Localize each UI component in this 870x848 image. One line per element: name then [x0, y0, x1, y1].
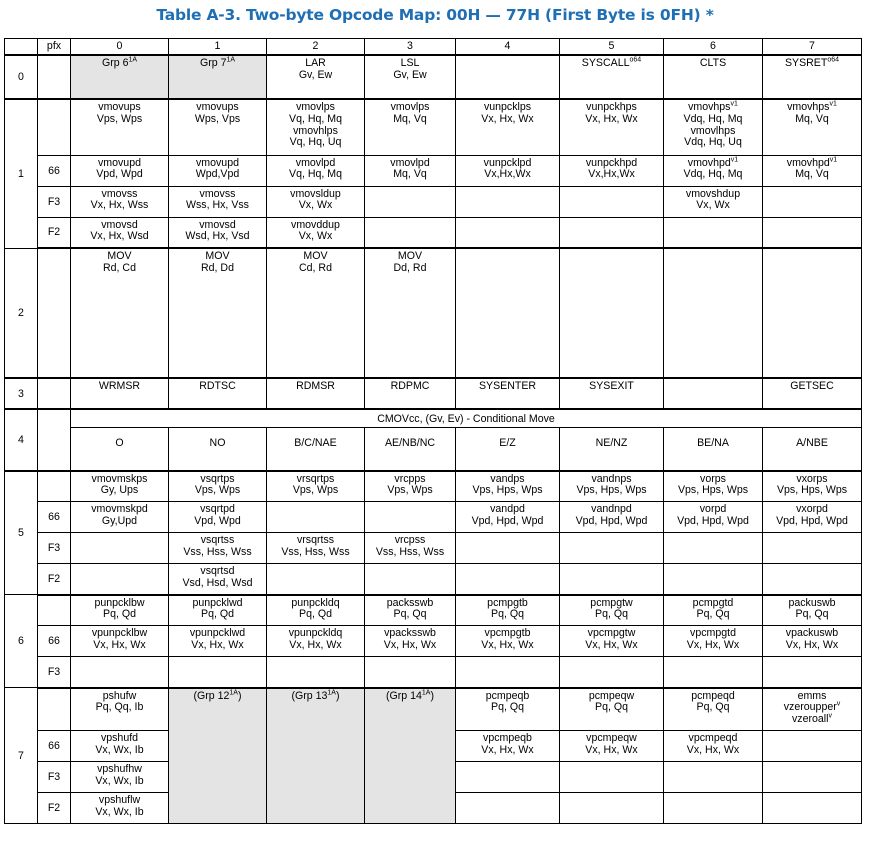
opcode-cell [664, 657, 763, 688]
opcode-row-6-66 [5, 626, 862, 657]
opcode-cell: vmovhpd$^{v1}$ Mq, Vq [763, 155, 862, 186]
opcode-cell: vpshuflw Vx, Wx, Ib [71, 793, 169, 824]
pfx-cell [38, 248, 71, 378]
opcode-cell: pcmpeqw Pq, Qq [560, 688, 664, 731]
opcode-cell [763, 731, 862, 762]
corner-cell [5, 39, 38, 56]
row-label: 5 [5, 471, 38, 595]
opcode-cell [456, 564, 560, 595]
opcode-cell: B/C/NAE [267, 428, 365, 471]
opcode-cell [664, 793, 763, 824]
opcode-cell: vrcpss Vss, Hss, Wss [365, 533, 456, 564]
opcode-cell [560, 564, 664, 595]
opcode-row-4 [5, 428, 862, 471]
opcode-cell [456, 657, 560, 688]
opcode-cell [664, 762, 763, 793]
opcode-cell: vpackuswb Vx, Hx, Wx [763, 626, 862, 657]
opcode-cell [763, 793, 862, 824]
opcode-row-3 [5, 378, 862, 409]
opcode-cell [267, 657, 365, 688]
opcode-cell: vmovss Vx, Hx, Wss [71, 186, 169, 217]
opcode-cell: vpunpcklwd Vx, Hx, Wx [169, 626, 267, 657]
opcode-cell: punpcklwd Pq, Qd [169, 595, 267, 626]
opcode-cell: vpcmpgtw Vx, Hx, Wx [560, 626, 664, 657]
opcode-cell: pcmpgtd Pq, Qq [664, 595, 763, 626]
opcode-cell: vmovmskps Gy, Ups [71, 471, 169, 502]
opcode-cell: vmovlps Vq, Hq, Mq vmovhlps Vq, Hq, Uq [267, 99, 365, 155]
opcode-cell: AE/NB/NC [365, 428, 456, 471]
opcode-cell: vunpcklps Vx, Hx, Wx [456, 99, 560, 155]
cmov-heading: CMOVcc, (Gv, Ev) - Conditional Move [71, 409, 862, 428]
opcode-cell: RDMSR [267, 378, 365, 409]
opcode-row-6-f3 [5, 657, 862, 688]
pfx-cell: F2 [38, 564, 71, 595]
row-label: 1 [5, 99, 38, 248]
pfx-cell [38, 409, 71, 471]
opcode-cell [456, 533, 560, 564]
opcode-cell [560, 533, 664, 564]
opcode-cell [267, 564, 365, 595]
opcode-cell: Grp $7^{1A}$ [169, 55, 267, 99]
pfx-cell [38, 688, 71, 731]
opcode-cell: vunpckhpd Vx,Hx,Wx [560, 155, 664, 186]
opcode-cell: LAR Gv, Ew [267, 55, 365, 99]
opcode-cell: vmovsldup Vx, Wx [267, 186, 365, 217]
opcode-cell: vunpckhps Vx, Hx, Wx [560, 99, 664, 155]
opcode-cell-grp12: (Grp $12^{1A}$) [169, 688, 267, 824]
pfx-cell: F3 [38, 186, 71, 217]
opcode-cell: vmovlpd Vq, Hq, Mq [267, 155, 365, 186]
opcode-cell: vxorpd Vpd, Hpd, Wpd [763, 502, 862, 533]
row-label: 7 [5, 688, 38, 824]
opcode-cell [763, 186, 862, 217]
pfx-header: pfx [38, 39, 71, 56]
pfx-cell [38, 55, 71, 99]
opcode-cell: vpcmpeqw Vx, Hx, Wx [560, 731, 664, 762]
opcode-cell: vandpd Vpd, Hpd, Wpd [456, 502, 560, 533]
header-row [5, 39, 862, 56]
opcode-cell: vpshufd Vx, Wx, Ib [71, 731, 169, 762]
opcode-row-4-span [5, 409, 862, 428]
opcode-cell: pcmpgtb Pq, Qq [456, 595, 560, 626]
opcode-cell-grp14: (Grp $14^{1A}$) [365, 688, 456, 824]
opcode-cell: E/Z [456, 428, 560, 471]
opcode-cell: vmovhpd$^{v1}$ Vdq, Hq, Mq [664, 155, 763, 186]
opcode-cell: vmovsd Wsd, Hx, Vsd [169, 217, 267, 248]
opcode-row-5-f2 [5, 564, 862, 595]
pfx-cell: F3 [38, 657, 71, 688]
opcode-cell: vrsqrtss Vss, Hss, Wss [267, 533, 365, 564]
opcode-cell: $SYSRET^{o64}$ [763, 55, 862, 99]
opcode-cell [560, 186, 664, 217]
opcode-cell: vrcpps Vps, Wps [365, 471, 456, 502]
opcode-cell [456, 248, 560, 378]
opcode-cell: vpacksswb Vx, Hx, Wx [365, 626, 456, 657]
opcode-cell [456, 217, 560, 248]
pfx-cell: F3 [38, 533, 71, 564]
pfx-cell: 66 [38, 731, 71, 762]
pfx-cell: F2 [38, 217, 71, 248]
opcode-cell: vmovss Wss, Hx, Vss [169, 186, 267, 217]
opcode-cell [763, 762, 862, 793]
opcode-cell: pshufw Pq, Qq, Ib [71, 688, 169, 731]
opcode-cell [560, 217, 664, 248]
opcode-row-7 [5, 688, 862, 731]
opcode-cell [456, 55, 560, 99]
col-header: 3 [365, 39, 456, 56]
opcode-cell: vorpd Vpd, Hpd, Wpd [664, 502, 763, 533]
opcode-cell: packsswb Pq, Qq [365, 595, 456, 626]
opcode-cell: NE/NZ [560, 428, 664, 471]
opcode-cell [664, 248, 763, 378]
opcode-cell: BE/NA [664, 428, 763, 471]
opcode-cell: MOV Rd, Dd [169, 248, 267, 378]
opcode-cell: vpunpckldq Vx, Hx, Wx [267, 626, 365, 657]
opcode-cell [763, 564, 862, 595]
row-label: 2 [5, 248, 38, 378]
opcode-cell: vmovshdup Vx, Wx [664, 186, 763, 217]
opcode-cell: vmovups Wps, Vps [169, 99, 267, 155]
opcode-cell-grp13: (Grp $13^{1A}$) [267, 688, 365, 824]
opcode-cell [664, 564, 763, 595]
opcode-row-1-f2 [5, 217, 862, 248]
opcode-cell: vpcmpgtb Vx, Hx, Wx [456, 626, 560, 657]
opcode-cell [560, 657, 664, 688]
opcode-cell: vmovddup Vx, Wx [267, 217, 365, 248]
opcode-cell: vmovhps$^{v1}$ Vdq, Hq, Mq vmovlhps Vdq, Hq, Uq [664, 99, 763, 155]
opcode-cell: MOV Rd, Cd [71, 248, 169, 378]
opcode-cell: punpckldq Pq, Qd [267, 595, 365, 626]
opcode-cell: vxorps Vps, Hps, Wps [763, 471, 862, 502]
opcode-cell [267, 502, 365, 533]
opcode-cell: vmovmskpd Gy,Upd [71, 502, 169, 533]
opcode-cell: vmovupd Vpd, Wpd [71, 155, 169, 186]
opcode-cell: NO [169, 428, 267, 471]
opcode-cell: packuswb Pq, Qq [763, 595, 862, 626]
opcode-cell: CLTS [664, 55, 763, 99]
opcode-cell: GETSEC [763, 378, 862, 409]
opcode-cell: WRMSR [71, 378, 169, 409]
opcode-cell [71, 533, 169, 564]
opcode-row-5 [5, 471, 862, 502]
opcode-cell: pcmpgtw Pq, Qq [560, 595, 664, 626]
opcode-cell: vpcmpeqd Vx, Hx, Wx [664, 731, 763, 762]
opcode-cell: pcmpeqd Pq, Qq [664, 688, 763, 731]
opcode-cell: vorps Vps, Hps, Wps [664, 471, 763, 502]
col-header: 2 [267, 39, 365, 56]
opcode-cell: SYSEXIT [560, 378, 664, 409]
col-header: 6 [664, 39, 763, 56]
opcode-cell: emms vzeroupper$^v$ vzeroall$^v$ [763, 688, 862, 731]
opcode-cell: vrsqrtps Vps, Wps [267, 471, 365, 502]
opcode-row-6 [5, 595, 862, 626]
opcode-row-5-f3 [5, 533, 862, 564]
row-label: 0 [5, 55, 38, 99]
opcode-cell: Grp $6^{1A}$ [71, 55, 169, 99]
opcode-cell: vsqrtss Vss, Hss, Wss [169, 533, 267, 564]
opcode-cell: vmovlpd Mq, Vq [365, 155, 456, 186]
opcode-cell: SYSENTER [456, 378, 560, 409]
opcode-cell [664, 378, 763, 409]
row-label: 6 [5, 595, 38, 688]
col-header: 4 [456, 39, 560, 56]
opcode-cell: $SYSCALL^{o64}$ [560, 55, 664, 99]
pfx-cell [38, 471, 71, 502]
opcode-cell [763, 657, 862, 688]
opcode-cell [71, 564, 169, 595]
opcode-cell: vmovups Vps, Wps [71, 99, 169, 155]
opcode-cell [456, 762, 560, 793]
opcode-cell: vmovupd Wpd,Vpd [169, 155, 267, 186]
opcode-cell: vmovhps$^{v1}$ Mq, Vq [763, 99, 862, 155]
opcode-cell: vsqrtsd Vsd, Hsd, Wsd [169, 564, 267, 595]
pfx-cell: 66 [38, 502, 71, 533]
table-title: Table A-3. Two-byte Opcode Map: 00H — 77H (First Byte is 0FH) * [156, 6, 714, 24]
col-header: 0 [71, 39, 169, 56]
opcode-cell [456, 186, 560, 217]
row-label: 4 [5, 409, 38, 471]
opcode-cell: pcmpeqb Pq, Qq [456, 688, 560, 731]
opcode-cell [456, 793, 560, 824]
opcode-cell: vpshufhw Vx, Wx, Ib [71, 762, 169, 793]
opcode-cell: vmovlps Mq, Vq [365, 99, 456, 155]
opcode-row-2 [5, 248, 862, 378]
opcode-cell [365, 217, 456, 248]
opcode-cell: vsqrtps Vps, Wps [169, 471, 267, 502]
pfx-cell: F2 [38, 793, 71, 824]
opcode-cell [560, 248, 664, 378]
opcode-cell: LSL Gv, Ew [365, 55, 456, 99]
pfx-cell [38, 378, 71, 409]
opcode-cell [71, 657, 169, 688]
pfx-cell [38, 99, 71, 155]
row-label: 3 [5, 378, 38, 409]
opcode-cell [365, 502, 456, 533]
opcode-cell: MOV Dd, Rd [365, 248, 456, 378]
opcode-row-0 [5, 55, 862, 99]
opcode-cell: vandps Vps, Hps, Wps [456, 471, 560, 502]
opcode-cell: vpunpcklbw Vx, Hx, Wx [71, 626, 169, 657]
opcode-cell: MOV Cd, Rd [267, 248, 365, 378]
opcode-cell: vandnps Vps, Hps, Wps [560, 471, 664, 502]
opcode-cell: vandnpd Vpd, Hpd, Wpd [560, 502, 664, 533]
pfx-cell [38, 595, 71, 626]
opcode-row-1-f3 [5, 186, 862, 217]
opcode-row-5-66 [5, 502, 862, 533]
opcode-cell: vmovsd Vx, Hx, Wsd [71, 217, 169, 248]
col-header: 7 [763, 39, 862, 56]
opcode-cell: A/NBE [763, 428, 862, 471]
opcode-cell [664, 217, 763, 248]
pfx-cell: F3 [38, 762, 71, 793]
opcode-cell [365, 657, 456, 688]
opcode-cell [365, 564, 456, 595]
opcode-cell [365, 186, 456, 217]
opcode-row-1 [5, 99, 862, 155]
opcode-cell [763, 533, 862, 564]
opcode-row-1-66 [5, 155, 862, 186]
pfx-cell: 66 [38, 626, 71, 657]
opcode-map-table [4, 38, 862, 824]
opcode-cell: vpcmpeqb Vx, Hx, Wx [456, 731, 560, 762]
opcode-cell: vpcmpgtd Vx, Hx, Wx [664, 626, 763, 657]
opcode-cell: RDTSC [169, 378, 267, 409]
col-header: 1 [169, 39, 267, 56]
opcode-cell [664, 533, 763, 564]
opcode-cell [763, 217, 862, 248]
opcode-cell: RDPMC [365, 378, 456, 409]
opcode-cell: punpcklbw Pq, Qd [71, 595, 169, 626]
opcode-cell [560, 793, 664, 824]
opcode-cell [560, 762, 664, 793]
opcode-cell [763, 248, 862, 378]
opcode-cell: O [71, 428, 169, 471]
pfx-cell: 66 [38, 155, 71, 186]
col-header: 5 [560, 39, 664, 56]
opcode-cell [169, 657, 267, 688]
opcode-cell: vunpcklpd Vx,Hx,Wx [456, 155, 560, 186]
opcode-cell: vsqrtpd Vpd, Wpd [169, 502, 267, 533]
